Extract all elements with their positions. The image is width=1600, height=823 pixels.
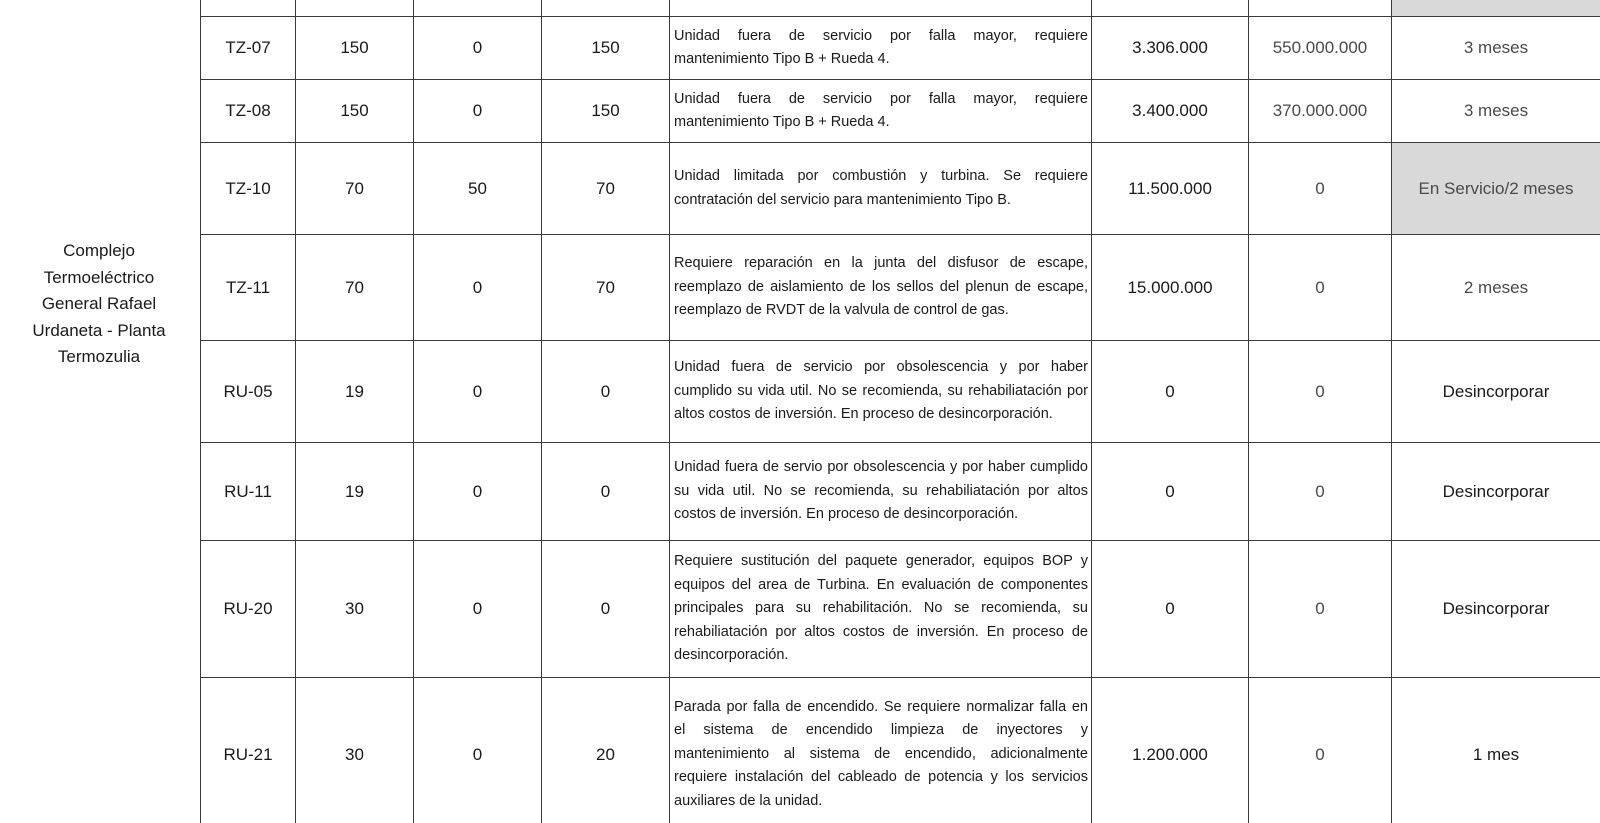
value-cell: 70 [296, 235, 414, 341]
unit-cell: RU-21 [201, 678, 296, 823]
unit-cell: TZ-11 [201, 235, 296, 341]
plant-name-line: Urdaneta - Planta [32, 320, 166, 340]
cell-empty [1249, 0, 1392, 17]
table-row [201, 341, 1600, 443]
cost-cell: 0 [1249, 143, 1392, 235]
plant-name-line: Complejo [63, 241, 135, 260]
cell-empty [201, 0, 296, 17]
time-cell: Desincorporar [1392, 443, 1600, 541]
cell-empty [1092, 0, 1249, 17]
value-cell: 0 [542, 541, 670, 678]
cost-cell: 11.500.000 [1092, 143, 1249, 235]
description-cell: Unidad fuera de servicio por obsolescencia y por haber cumplido su vida util. No se recomienda, su rehabiliatación por altos costos de inversión. En proceso de desincorporación. [670, 341, 1092, 443]
cost-cell: 0 [1249, 235, 1392, 341]
cost-cell: 0 [1249, 678, 1392, 823]
value-cell: 19 [296, 341, 414, 443]
table-row-partial [201, 0, 1600, 17]
unit-cell: RU-20 [201, 541, 296, 678]
value-cell: 20 [542, 678, 670, 823]
description-cell: Parada por falla de encendido. Se requiere normalizar falla en el sistema de encendido limpieza de inyectores y mantenimiento al sistema de encendido, adicionalmente requiere instalación del cableado de potencia y los servicios auxiliares de la unidad. [670, 678, 1092, 823]
table-row [201, 678, 1600, 823]
value-cell: 0 [414, 443, 542, 541]
unit-cell: TZ-10 [201, 143, 296, 235]
value-cell: 0 [414, 235, 542, 341]
unit-cell: RU-11 [201, 443, 296, 541]
value-cell: 30 [296, 678, 414, 823]
value-cell: 0 [414, 678, 542, 823]
value-cell: 0 [542, 341, 670, 443]
time-cell: 1 mes [1392, 678, 1600, 823]
description-cell: Unidad limitada por combustión y turbina. Se requiere contratación del servicio para mantenimiento Tipo B. [670, 143, 1092, 235]
time-cell: 3 meses [1392, 17, 1600, 80]
value-cell: 150 [542, 17, 670, 80]
value-cell: 150 [542, 80, 670, 143]
cost-cell: 0 [1092, 443, 1249, 541]
cost-cell: 0 [1249, 443, 1392, 541]
time-cell: 3 meses [1392, 80, 1600, 143]
cell-empty [414, 0, 542, 17]
description-cell: Requiere sustitución del paquete generador, equipos BOP y equipos del area de Turbina. En evaluación de componentes principales para su rehabilitación. No se recomienda, su rehabiliatación por altos costos de inversión. En proceso de desincorporación. [670, 541, 1092, 678]
value-cell: 30 [296, 541, 414, 678]
value-cell: 0 [414, 80, 542, 143]
value-cell: 50 [414, 143, 542, 235]
time-cell: Desincorporar [1392, 341, 1600, 443]
table-row [201, 235, 1600, 341]
cost-cell: 1.200.000 [1092, 678, 1249, 823]
value-cell: 70 [542, 235, 670, 341]
cost-cell: 15.000.000 [1092, 235, 1249, 341]
unit-cell: TZ-07 [201, 17, 296, 80]
plant-name-line: General Rafael [41, 294, 157, 313]
value-cell: 150 [296, 17, 414, 80]
description-cell: Unidad fuera de servicio por falla mayor, requiere mantenimiento Tipo B + Rueda 4. [670, 80, 1092, 143]
cost-cell: 0 [1249, 341, 1392, 443]
description-cell: Requiere reparación en la junta del disfusor de escape, reemplazo de aislamiento de los sellos del plenun de escape, reemplazo de RVDT de la valvula de control de gas. [670, 235, 1092, 341]
plant-name-line: Termoeléctrico [43, 267, 155, 287]
plant-name-line: Termozulia [57, 347, 141, 366]
time-cell: 2 meses [1392, 235, 1600, 341]
cost-cell: 3.400.000 [1092, 80, 1249, 143]
value-cell: 0 [414, 341, 542, 443]
table-row [201, 443, 1600, 541]
description-cell: Unidad fuera de servio por obsolescencia y por haber cumplido su vida util. No se recomienda, su rehabiliatación por altos costos de inversión. En proceso de desincorporación. [670, 443, 1092, 541]
cost-cell: 0 [1249, 541, 1392, 678]
cost-cell: 370.000.000 [1249, 80, 1392, 143]
unit-cell: TZ-08 [201, 80, 296, 143]
table-row [201, 80, 1600, 143]
value-cell: 0 [542, 443, 670, 541]
plant-name [18, 238, 180, 371]
table-row [201, 541, 1600, 678]
time-cell: En Servicio/2 meses [1392, 143, 1600, 235]
value-cell: 0 [414, 17, 542, 80]
cost-cell: 550.000.000 [1249, 17, 1392, 80]
cost-cell: 3.306.000 [1092, 17, 1249, 80]
cost-cell: 0 [1092, 341, 1249, 443]
cell-empty [670, 0, 1092, 17]
cell-empty [296, 0, 414, 17]
value-cell: 19 [296, 443, 414, 541]
unit-cell: RU-05 [201, 341, 296, 443]
cost-cell: 0 [1092, 541, 1249, 678]
table-row [201, 17, 1600, 80]
value-cell: 70 [542, 143, 670, 235]
description-cell: Unidad fuera de servicio por falla mayor, requiere mantenimiento Tipo B + Rueda 4. [670, 17, 1092, 80]
value-cell: 70 [296, 143, 414, 235]
table-row [201, 143, 1600, 235]
units-table [200, 0, 1600, 823]
value-cell: 0 [414, 541, 542, 678]
cell-empty [542, 0, 670, 17]
value-cell: 150 [296, 80, 414, 143]
cell-empty [1392, 0, 1600, 17]
time-cell: Desincorporar [1392, 541, 1600, 678]
